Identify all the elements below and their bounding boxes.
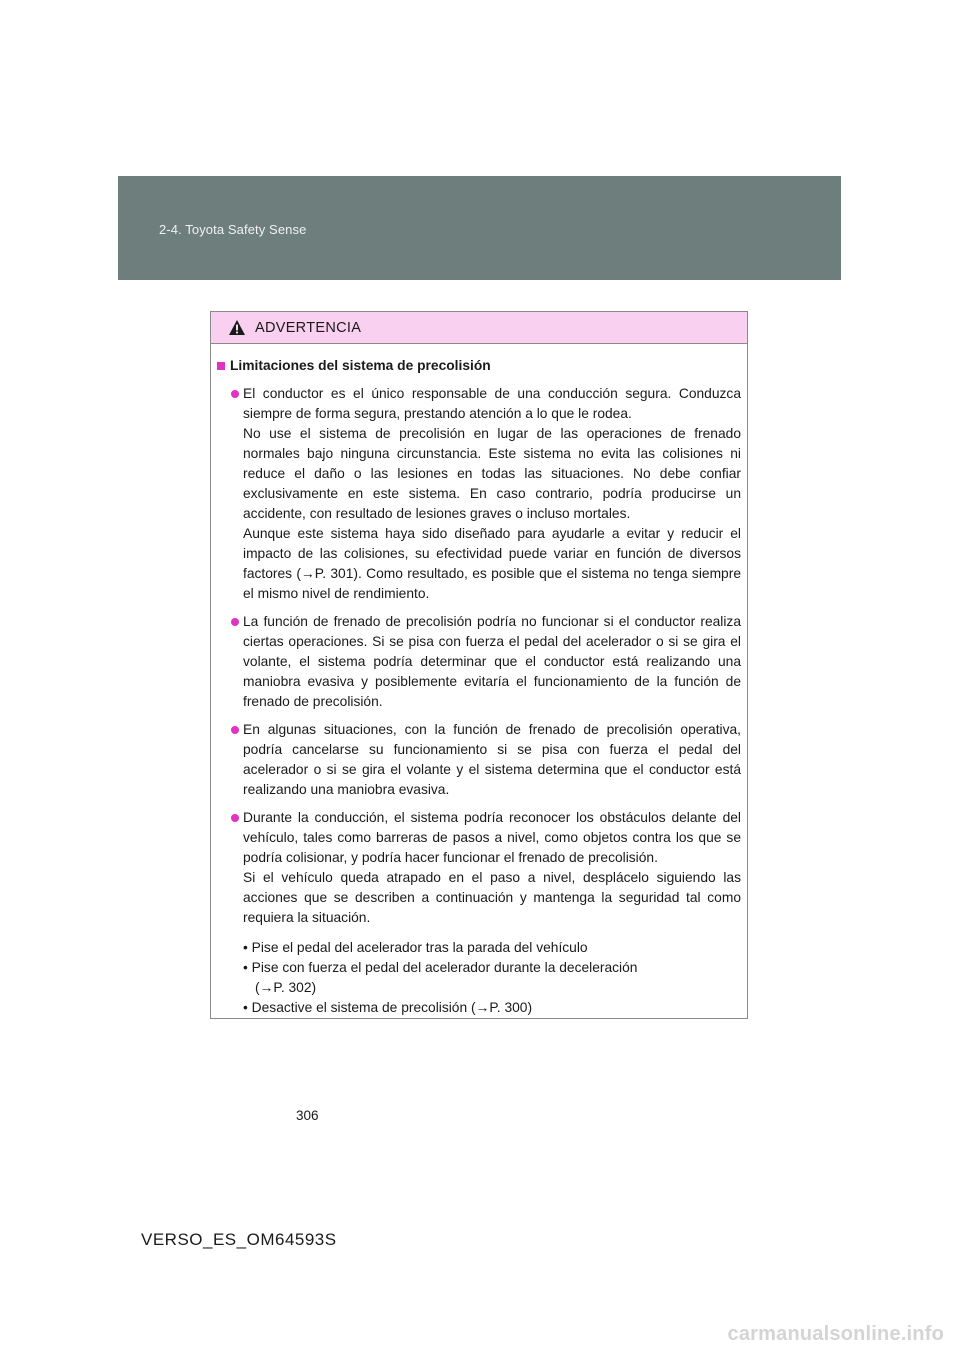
bullet-dot-icon: [231, 726, 239, 734]
bullet-dot-icon: [231, 814, 239, 822]
warning-box: [210, 311, 748, 1019]
list-item: [217, 384, 741, 604]
list-item: [217, 720, 741, 800]
page-number: 306: [296, 1108, 319, 1123]
warning-triangle-icon: [228, 319, 246, 336]
warning-title: ADVERTENCIA: [255, 319, 362, 336]
warning-body: [211, 344, 747, 1018]
page-reference: (→P. 302): [255, 980, 317, 995]
heading-text: Limitaciones del sistema de precolisión: [230, 358, 491, 373]
square-bullet-icon: [217, 362, 225, 370]
item-paragraph: El conductor es el único responsable de una conducción segura. Conduzca siempre de forma segura, prestando atención a lo que le rodea.: [243, 386, 741, 421]
warning-header: [211, 312, 747, 344]
item-paragraph: La función de frenado de precolisión podría no funcionar si el conductor realiza ciertas operaciones. Si se pisa con fuerza el pedal del acelerador o si se gira el volante, el sistema podría determinar que el conductor está realizando una maniobra evasiva y posiblemente evitaría el funcionamiento de la función de frenado de precolisión.: [243, 614, 741, 709]
watermark: carmanualsonline.info: [727, 1323, 944, 1345]
section-label: 2-4. Toyota Safety Sense: [159, 222, 307, 237]
item-paragraph: En algunas situaciones, con la función de frenado de precolisión operativa, podría cancelarse su funcionamiento si se pisa con fuerza el pedal del acelerador o si se gira el volante y el sistema determina que el conductor está realizando una maniobra evasiva.: [243, 722, 741, 797]
document-code: VERSO_ES_OM64593S: [141, 1230, 337, 1249]
header-band: [118, 176, 841, 280]
sub-action-item: • Pise el pedal del acelerador tras la parada del vehículo: [243, 940, 588, 955]
list-item: [217, 808, 741, 928]
sub-action-item: • Desactive el sistema de precolisión (→P. 300): [243, 1000, 533, 1015]
item-paragraph: Si el vehículo queda atrapado en el paso a nivel, desplácelo siguiendo las acciones que se describen a continuación y mantenga la seguridad tal como requiera la situación.: [243, 870, 741, 925]
sub-action-list: [217, 938, 741, 1018]
list-item: [217, 612, 741, 712]
item-paragraph: No use el sistema de precolisión en lugar de las operaciones de frenado normales bajo ninguna circunstancia. Este sistema no evita las colisiones ni reduce el daño o las lesiones en todas las situaciones. No debe confiar exclusivamente en este sistema. En caso contrario, podría producirse un accidente, con resultado de lesiones graves o incluso mortales.: [243, 426, 741, 521]
item-paragraph: Durante la conducción, el sistema podría reconocer los obstáculos delante del vehículo, tales como barreras de pasos a nivel, como objetos contra los que se podría colisionar, y podría hacer funcionar el frenado de precolisión.: [243, 810, 741, 865]
item-paragraph: Aunque este sistema haya sido diseñado para ayudarle a evitar y reducir el impacto de las colisiones, su efectividad puede variar en función de diversos factores (→P. 301). Como resultado, es posible que el sistema no tenga siempre el mismo nivel de rendimiento.: [243, 526, 741, 601]
section-heading: [217, 356, 741, 376]
bullet-dot-icon: [231, 390, 239, 398]
bullet-dot-icon: [231, 618, 239, 626]
sub-action-item: • Pise con fuerza el pedal del acelerador durante la deceleración: [243, 960, 638, 975]
